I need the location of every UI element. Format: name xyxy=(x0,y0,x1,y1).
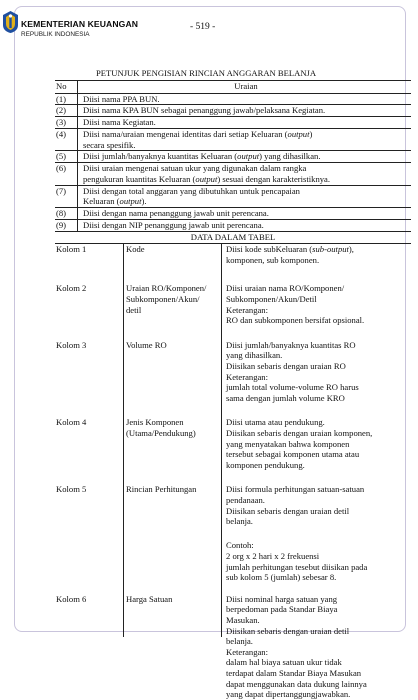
kolom-label: Kolom 2 xyxy=(56,283,87,294)
kolom-label: Kolom 1 xyxy=(56,244,87,255)
section-title: DATA DALAM TABEL xyxy=(190,231,276,242)
kolom-name: Harga Satuan xyxy=(126,593,173,604)
kolom-name: Jenis Komponen (Utama/Pendukung) xyxy=(126,417,196,438)
kolom-label: Kolom 6 xyxy=(56,593,87,604)
org-subtitle: REPUBLIK INDONESIA xyxy=(21,31,90,38)
row-description: Diisi nama Kegiatan. xyxy=(83,117,156,128)
row-description: Diisi dengan nama penanggung jawab unit perencana. xyxy=(83,208,269,218)
row-description: Diisi nama KPA BUN sebagai penanggung jawab/pelaksana Kegiatan. xyxy=(83,105,326,116)
kolom-name: Volume RO xyxy=(126,339,167,350)
kolom-name: Rincian Perhitungan xyxy=(126,484,197,495)
row-description: Diisi dengan NIP penanggung jawab unit perencana. xyxy=(83,219,264,230)
column-divider xyxy=(123,243,124,637)
kolom-name: Kode xyxy=(126,244,145,255)
row-description: Diisi dengan total anggaran yang dibutuhkan untuk pencapaian Keluaran (output). xyxy=(83,185,300,207)
instruction-table xyxy=(55,80,411,700)
row-description: Diisi nama PPA BUN. xyxy=(83,93,160,104)
kolom-name: Uraian RO/Komponen/ Subkomponen/Akun/ detil xyxy=(126,283,207,315)
header-organization xyxy=(21,19,138,40)
column-header-no: No xyxy=(56,81,67,91)
row-description: Diisi uraian mengenai satuan ukur yang digunakan dalam rangka pengukuran kuantitas Keluaran (output) sesuai dengan karakteristiknya. xyxy=(83,163,331,184)
kolom-description: Diisi utama atau pendukung. Diisikan sebaris dengan uraian komponen, yang menyatakan bahwa komponen tersebut sebagai komponen utama atau komponen pendukung. xyxy=(226,417,373,470)
ministry-emblem-icon xyxy=(2,10,19,34)
kolom-description: Diisi nominal harga satuan yang berpedoman pada Standar Biaya Masukan. Diisikan sebaris dengan uraian detil belanja. Keterangan: dalam hal biaya satuan ukur tidak terdapat dalam Standar Biaya Masukan dapat menggunakan data dukung lainnya yang dapat dipertanggungjawabkan. xyxy=(226,593,367,700)
row-number: (2) xyxy=(56,105,67,116)
row-number: (5) xyxy=(56,151,67,162)
column-header-uraian: Uraian xyxy=(234,81,258,91)
kolom-label: Kolom 4 xyxy=(56,417,87,428)
row-number: (6) xyxy=(56,163,67,174)
row-number: (4) xyxy=(56,129,67,139)
row-number: (1) xyxy=(56,93,67,104)
row-description: Diisi jumlah/banyaknya kuantitas Keluaran (output) yang dihasilkan. xyxy=(83,151,321,162)
kolom-description: Diisi jumlah/banyaknya kuantitas RO yang dihasilkan. Diisikan sebaris dengan uraian RO Keterangan: jumlah total volume-volume RO harus sama dengan jumlah volume KRO xyxy=(226,339,359,403)
column-divider xyxy=(221,243,222,637)
row-number: (7) xyxy=(56,185,67,196)
document-title: PETUNJUK PENGISIAN RINCIAN ANGGARAN BELANJA xyxy=(96,68,317,78)
kolom-label: Kolom 3 xyxy=(56,339,87,350)
column-divider xyxy=(77,81,78,231)
page-number: - 519 - xyxy=(190,22,216,32)
kolom-label: Kolom 5 xyxy=(56,484,87,495)
row-number: (3) xyxy=(56,117,67,128)
row-number: (8) xyxy=(56,208,67,218)
row-description: Diisi nama/uraian mengenai identitas dari setiap Keluaran (output) secara spesifik. xyxy=(83,129,313,150)
kolom-description: Diisi formula perhitungan satuan-satuan pendanaan. Diisikan sebaris dengan uraian detil belanja. Contoh: 2 org x 2 hari x 2 frekuensi jumlah perhitungan tesebut diisikan pada sub kolom 5 (jumlah) sebesar 8. xyxy=(226,484,368,583)
kolom-description: Diisi kode subKeluaran (sub-output), komponen, sub komponen. xyxy=(226,244,354,265)
row-number: (9) xyxy=(56,219,67,230)
table-header-row xyxy=(55,81,411,93)
org-name: KEMENTERIAN KEUANGAN xyxy=(21,19,139,29)
kolom-description: Diisi uraian nama RO/Komponen/ Subkomponen/Akun/Detil Keterangan: RO dan subkomponen bersifat opsional. xyxy=(226,283,365,326)
